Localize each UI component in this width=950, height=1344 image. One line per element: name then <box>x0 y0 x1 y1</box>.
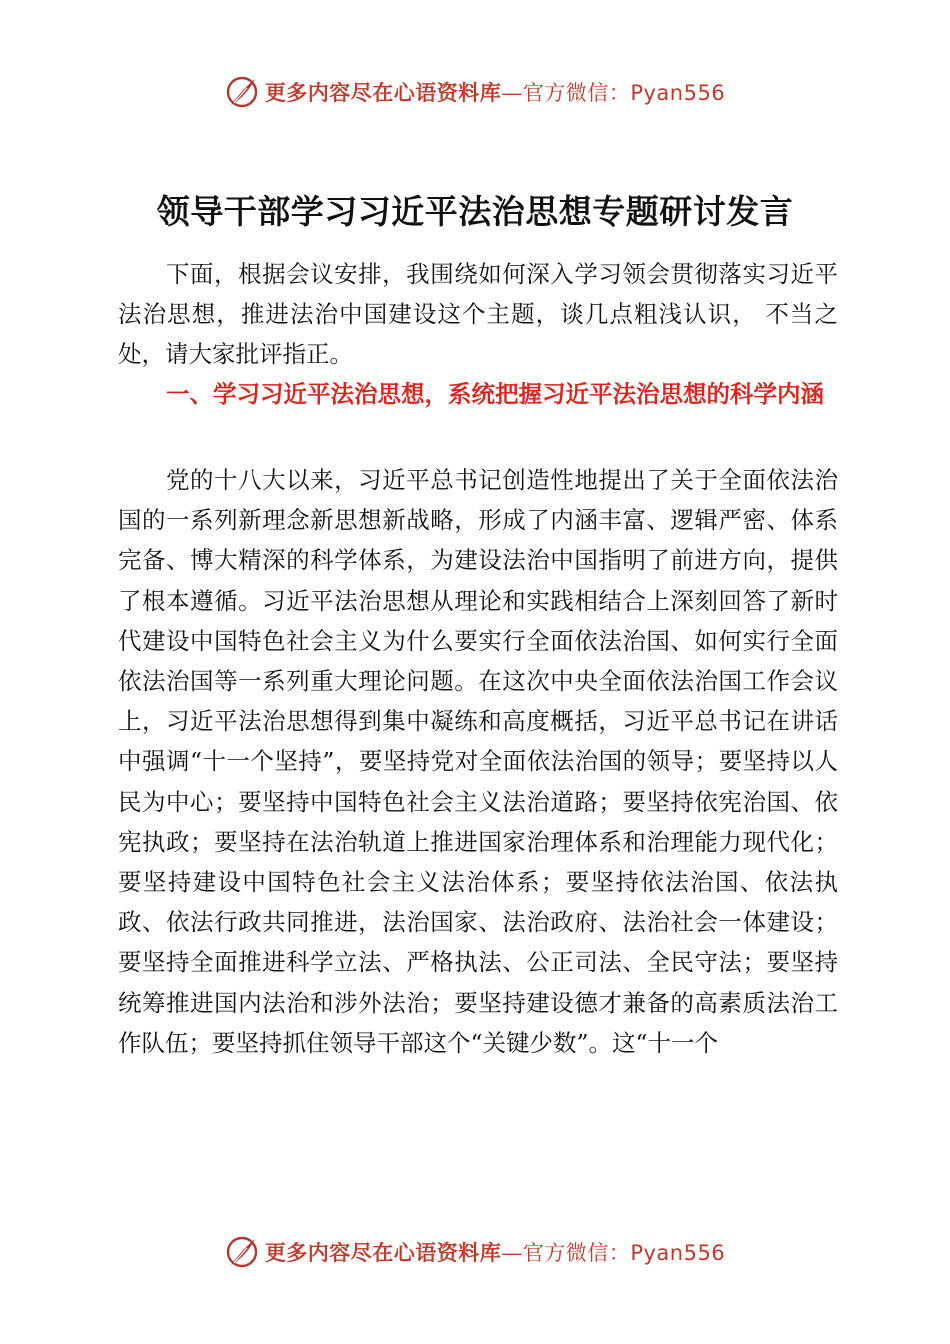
quill-pen-logo-icon <box>225 1235 259 1269</box>
watermark-banner-top <box>0 72 950 112</box>
watermark-text: 更多内容尽在心语资料库—官方微信：Pyan556 <box>264 80 726 105</box>
document-title: 领导干部学习习近平法治思想专题研讨发言 <box>156 192 794 231</box>
watermark-banner-bottom <box>0 1232 950 1272</box>
watermark-text: 更多内容尽在心语资料库—官方微信：Pyan556 <box>264 1240 726 1265</box>
section-1-body-paragraph: 党的十八大以来，习近平总书记创造性地提出了关于全面依法治国的一系列新理念新思想新战略，形成了内涵丰富、逻辑严密、体系完备、博大精深的科学体系，为建设法治中国指明了前进方向，提供了根本遵循。习近平法治思想从理论和实践相结合上深刻回答了新时代建设中国特色社会主义为什么要实行全面依法治国、如何实行全面依法治国等一系列重大理论问题。在这次中央全面依法治国工作会议上，习近平法治思想得到集中凝练和高度概括，习近平总书记在讲话中强调“十一个坚持”，要坚持党对全面依法治国的领导；要坚持以人民为中心；要坚持中国特色社会主义法治道路；要坚持依宪治国、依宪执政；要坚持在法治轨道上推进国家治理体系和治理能力现代化；要坚持建设中国特色社会主义法治体系；要坚持依法治国、依法执政、依法行政共同推进，法治国家、法治政府、法治社会一体建设；要坚持全面推进科学立法、严格执法、公正司法、全民守法；要坚持统筹推进国内法治和涉外法治；要坚持建设德才兼备的高素质法治工作队伍；要坚持抓住领导干部这个“关键少数”。这“十一个 <box>118 466 838 1057</box>
quill-pen-logo-icon <box>225 75 259 109</box>
section-heading-1: 一、学习习近平法治思想，系统把握习近平法治思想的科学内涵 <box>166 380 824 408</box>
intro-paragraph: 下面，根据会议安排，我围绕如何深入学习领会贯彻落实习近平法治思想，推进法治中国建设这个主题，谈几点粗浅认识， 不当之处，请大家批评指正。 <box>118 260 838 369</box>
